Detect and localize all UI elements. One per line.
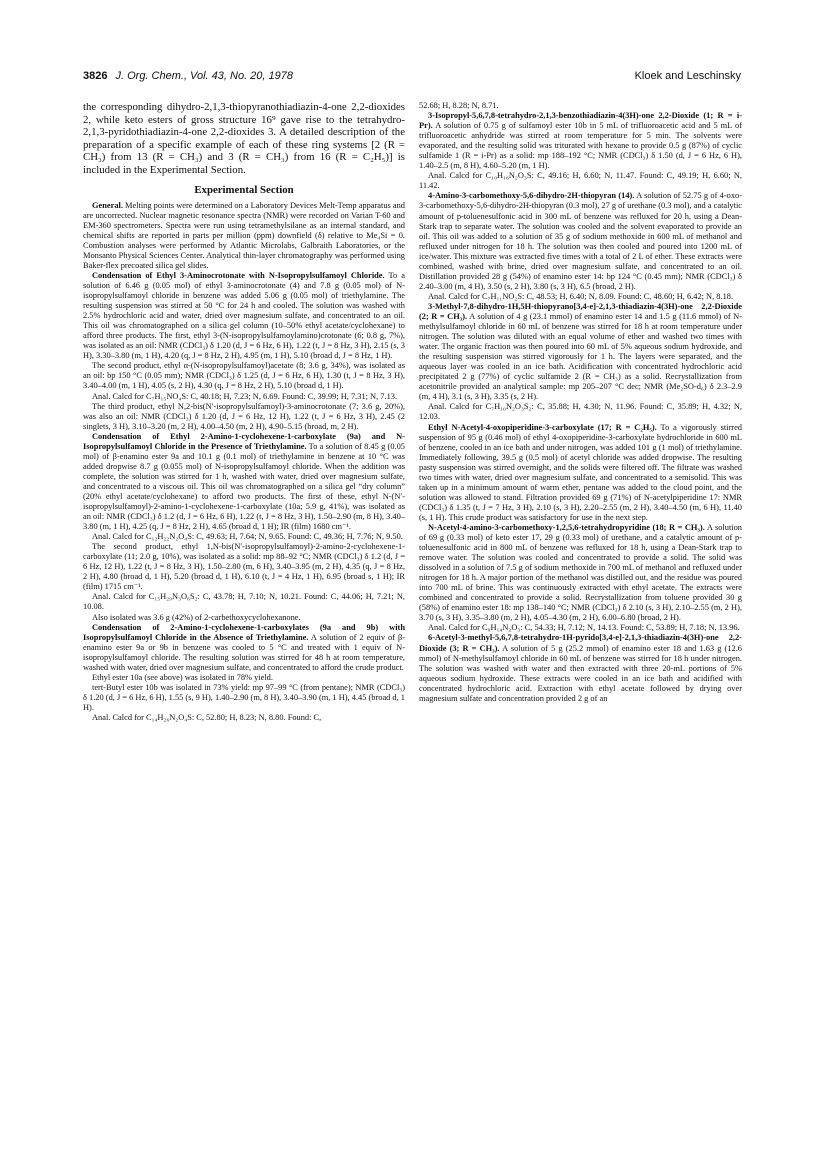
paragraph-text: To a solution of 6.46 g (0.05 mol) of ethyl 3-aminocrotonate (4) and 7.8 g (0.05 mol) of N-isopropylsulfamoyl chloride in benzene was added 5.06 g (0.05 mol) of triethylamine. The resulting suspension was stirred at 50 °C for 24 h and cooled. The solution was washed with 2.5% hydrochloric acid and water, dried over magnesium sulfate, and concentrated to an oil. This oil was chromatographed on a silica gel column (10–50% ethyl acetate/cyclohexane) to afford three products. The first, ethyl 3-(N-isopropylsulfamoylamino)crotonate (6; 0.8 g, 7%), was isolated as an oil: NMR (CDCl₃) δ 1.20 (d, J = 6 Hz, 6 H), 1.22 (t, J = 8 Hz, 3 H), 2.15 (s, 3 H), 3.30–3.80 (m, 1 H), 4.20 (q, J = 8 Hz, 2 H), 4.95 (m, 1 H), 5.10 (broad d, J = 8 Hz, 1 H). [83, 270, 405, 361]
paragraph-text: Anal. Calcd for C₇H₁₀N₂O₃S₂: C, 35.88; H, 4.30; N, 11.96. Found: C, 35.89; H, 4.32; N, 12.03. [419, 402, 742, 422]
paragraph-text: Anal. Calcd for C₁₂H₂₂N₂O₄S: C, 49.63; H, 7.64; N, 9.65. Found: C, 49.36; H, 7.76; N, 9.50. [92, 532, 403, 542]
paragraph-heading: 4-Amino-3-carbomethoxy-5,6-dihydro-2H-thiopyran (14). [428, 191, 635, 201]
paragraph [83, 361, 405, 391]
paragraph [83, 432, 405, 532]
paragraph-text: A solution of 52.75 g of 4-oxo-3-carbomethoxy-5,6-dihydro-2H-thiopyran (0.3 mol), 27 g of urethane (0.3 mol), and a catalytic amount of p-toluenesulfonic acid in 300 mL of benzene was refluxed for 20 h, using a Dean-Stark trap to separate water. The solution was cooled and the solvent evaporated to provide an oil. This oil was added to a solution of 35 g of sodium methoxide in 600 mL of methanol and refluxed under nitrogen for 18 h. The solution was then cooled and poured into 1200 mL of ice/water. This mixture was extracted five times with a total of 2 L of ether. These extracts were combined, washed with brine, dried over magnesium sulfate, and concentrated to an oil. Distillation provided 28 g (54%) of enamino ester 14: bp 124 °C (0.45 mm); NMR (CDCl₃) δ 2.40–3.00 (m, 4 H), 3.50 (s, 2 H), 3.80 (s, 3 H), 6.5 (broad, 2 H). [419, 191, 742, 291]
paragraph-text: Melting points were determined on a Laboratory Devices Melt-Temp apparatus and are uncorrected. Nuclear magnetic resonance spectra (NMR) were recorded on Varian T-60 and EM-360 spectrometers. Spectra were run using tetramethylsilane as an internal standard, and chemical shifts are reported in parts per million (ppm) downfield (δ) relative to Me₄Si = 0. Combustion analyses were performed by Atlantic Microlabs, Galbraith Laboratories, or the Monsanto Physical Sciences Center. Analytical thin-layer chromatography was performed using Baker-flex precoated silica gel slides. [83, 200, 405, 270]
paragraph-heading: Condensation of Ethyl 3-Aminocrotonate with N-Isopropylsulfamoyl Chloride. [92, 270, 385, 280]
section-title: Experimental Section [194, 183, 294, 196]
paragraph-heading: Ethyl N-Acetyl-4-oxopiperidine-3-carboxylate (17; R = C₂H₅). [428, 422, 657, 432]
paragraph [83, 542, 405, 592]
paragraph-heading: General. [92, 200, 123, 210]
paragraph [419, 111, 742, 171]
intro-paragraph: the corresponding dihydro-2,1,3-thiopyranothiadiazin-4-one 2,2-dioxides 2, while keto esters of gross structure 16⁹ gave rise to the tetrahydro-2,1,3-pyridothiadiazin-4-one 2,2-dioxides 3. A detailed description of the preparation of a specific example of each of these ring systems [2 (R = CH₃) from 13 (R = CH₃) and 3 (R = CH₃) from 16 (R = C₂H₅)] is included in the Experimental Section. [83, 101, 405, 176]
paragraph [419, 191, 742, 291]
paragraph [83, 713, 405, 723]
paragraph-text: 52.68; H, 8.28; N, 8.71. [419, 101, 499, 110]
paragraph [419, 302, 742, 402]
paragraph [419, 101, 742, 111]
paragraph [83, 402, 405, 432]
paragraph [419, 171, 742, 191]
paragraph [419, 633, 742, 703]
header-authors: Kloek and Leschinsky [634, 70, 741, 82]
paragraph-heading: N-Acetyl-4-amino-3-carbomethoxy-1,2,5,6-tetrahydropyridine (18; R = CH₃). [428, 522, 705, 532]
page-number: 3826 [83, 70, 108, 82]
header-left [83, 70, 293, 82]
paragraph-text: The second product, ethyl 1,N-bis(N′-isopropylsulfamoyl)-2-amino-2-cyclohexene-1-carboxylate (11; 2.0 g, 10%), was isolated as a solid: mp 88–92 °C; NMR (CDCl₃) δ 1.2 (d, J = 6 Hz, 12 H), 1.22 (t, J = 8 Hz, 3 H), 1.50–2.80 (m, 6 H), 3.40–3.95 (m, 2 H), 4.35 (q, J = 8 Hz, 2 H), 4.80 (broad d, 1 H), 5.20 (broad d, 1 H), 6.10 (t, J = 4 Hz, 1 H), 6.95 (broad s, 1 H); IR (film) 1715 cm⁻¹. [83, 542, 405, 592]
paragraph [419, 523, 742, 623]
paragraph-text: A solution of 0.75 g of sulfamoyl ester 10b in 5 mL of trifluoroacetic acid and 5 mL of trifluoroacetic anhydride was stirred at room temperature for 5 min. The solvents were evaporated, and the resulting solid was triturated with hexane to provide 0.5 g (87%) of cyclic sulfamide 1 (R = i-Pr) as a solid: mp 188–192 °C; NMR (CDCl₃) δ 1.50 (d, J = 6 Hz, 6 H), 1.40–2.5 (m, 8 H), 4.60–5.20 (m, 1 H). [419, 121, 742, 171]
paragraph-text: Ethyl ester 10a (see above) was isolated in 78% yield. [92, 672, 273, 682]
paragraph [83, 201, 405, 271]
paragraph-text: The third product, ethyl N,2-bis(N′-isopropylsulfamoyl)-3-aminocrotonate (7; 3.6 g, 20%), was also an oil: NMR (CDCl₃) δ 1.20 (d, J = 6 Hz, 12 H), 1.22 (t, J = 6 Hz, 3 H), 2.45 (2 singlets, 3 H), 3.10–3.20 (m, 2 H), 4.00–4.50 (m, 2 H), 4.90–5.15 (broad, m, 2 H). [83, 401, 405, 431]
paragraph-text: Anal. Calcd for C₁₀H₁₆N₂O₃S: C, 49.16; H, 6.60; N, 11.47. Found: C, 49.19; H, 6.60; N, 11.42. [419, 171, 742, 191]
paragraph-text: tert-Butyl ester 10b was isolated in 73% yield: mp 97–99 °C (from pentane); NMR (CDCl₃) δ 1.20 (d, J = 6 Hz, 6 H), 1.55 (s, 9 H), 1.40–2.90 (m, 8 H), 3.40–3.90 (m, 1 H), 4.45 (broad d, 1 H). [83, 682, 405, 712]
paragraph [83, 623, 405, 673]
right-column [419, 101, 742, 1141]
paragraph [419, 623, 742, 633]
journal-citation: J. Org. Chem., Vol. 43, No. 20, 1978 [115, 70, 293, 82]
paragraph [83, 271, 405, 361]
paragraph-heading: Condensation of Ethyl 2-Amino-1-cyclohexene-1-carboxylate (9a) and N-Isopropylsulfamoyl Chloride in the Presence of Triethylamine. [83, 431, 405, 451]
paragraph-heading: 3-Isopropyl-5,6,7,8-tetrahydro-2,1,3-benzothiadiazin-4(3H)-one 2,2-Dioxide (1; R = i-Pr). [419, 111, 742, 131]
running-header [83, 70, 741, 86]
paragraph-text: A solution of 69 g (0.33 mol) of keto ester 17, 29 g (0.33 mol) of urethane, and a catalytic amount of p-toluenesulfonic acid in 800 mL of benzene was refluxed for 18 h, using a Dean-Stark trap to remove water. The solution was cooled and concentrated to provide a solid. The solid was dissolved in a solution of 7.5 g of sodium methoxide in 700 mL of methanol and refluxed under nitrogen for 18 h. A major portion of the methanol was distilled out, and the residue was poured into 700 mL of brine. This was continuously extracted with ethyl acetate. The extracts were combined and concentrated to provide a solid. Recrystallization from toluene provided 30 g (58%) of enamino ester 18: mp 138–140 °C; NMR (CDCl₃) δ 2.10 (s, 3 H), 2.10–2.55 (m, 2 H), 3.70 (s, 3 H), 3.35–3.80 (m, 2 H), 4.05–4.30 (m, 2 H), 6.00–6.80 (broad, 2 H). [419, 522, 742, 623]
paragraph [83, 673, 405, 683]
paragraph [83, 592, 405, 612]
paragraph [419, 292, 742, 302]
paragraph [419, 402, 742, 422]
paragraph-text: Anal. Calcd for C₁₄H₂₆N₂O₄S: C, 52.80; H, 8.23; N, 8.80. Found: C, [92, 713, 322, 722]
paragraph-heading: 3-Methyl-7,8-dihydro-1H,5H-thiopyrano[3,4-e]-2,1,3-thiadiazin-4(3H)-one 2,2-Dioxide (2; R = CH₃). [419, 301, 742, 321]
paragraph-text: Anal. Calcd for C₇H₁₁NO₂S: C, 48.53; H, 6.40; N, 8.09. Found: C, 48.60; H, 6.42; N, 8.18. [428, 291, 734, 301]
paragraph [83, 532, 405, 542]
paragraph-heading: 6-Acetyl-3-methyl-5,6,7,8-tetrahydro-1H-pyrido[3,4-e]-2,1,3-thiadiazin-4(3H)-one 2,2-Dioxide (3; R = CH₃). [419, 633, 742, 653]
paragraph [419, 423, 742, 523]
paragraph-text: Also isolated was 3.6 g (42%) of 2-carbethoxycyclohexanone. [92, 612, 301, 622]
paragraph-text: The second product, ethyl α-(N-isopropylsulfamoyl)acetate (8; 3.6 g, 34%), was isolated as an oil: bp 150 °C (0.05 mm); NMR (CDCl₃) δ 1.25 (d, J = 6 Hz, 6 H), 1.30 (t, J = 8 Hz, 3 H), 3.40–4.00 (m, 1 H), 4.05 (s, 2 H), 4.30 (q, J = 8 Hz, 2 H), 5.10 (broad d, 1 H). [83, 361, 405, 391]
paragraph [83, 613, 405, 623]
right-paragraphs [419, 101, 742, 704]
paragraph [83, 392, 405, 402]
paragraph [83, 683, 405, 713]
left-column [83, 101, 405, 1141]
paragraph-text: A solution of 5 g (25.2 mmol) of enamino ester 18 and 1.63 g (12.6 mmol) of N-methylsulfamoyl chloride in 60 mL of benzene was stirred for 18 h under nitrogen. The solution was washed with water and then extracted with three 20-mL portions of 5% aqueous sodium hydroxide. These extracts were cooled in an ice bath and acidified with concentrated hydrochloric acid. Extraction with ethyl acetate followed by drying over magnesium sulfate and concentration provided 2 g of an [419, 643, 742, 703]
paragraph-text: Anal. Calcd for C₉H₁₄N₂O₃: C, 54.33; H, 7.12; N, 14.13. Found: C, 53.89; H, 7.18; N, 13.96. [428, 623, 740, 633]
paragraph-heading: Condensation of 2-Amino-1-cyclohexene-1-carboxylates (9a and 9b) with Isopropylsulfamoyl Chloride in the Absence of Triethylamine. [83, 622, 405, 642]
paragraph-text: Anal. Calcd for C₇H₁₅NO₄S: C, 40.18; H, 7.23; N, 6.69. Found: C, 39.99; H, 7.31; N, 7.13. [92, 391, 398, 401]
paragraph-text: To a vigorously stirred suspension of 95 g (0.46 mol) of ethyl 4-oxopiperidine-3-carboxylate hydrochloride in 600 mL of benzene, cooled in an ice bath and under nitrogen, was added 101 g (1 mol) of triethylamine. Immediately following, 39.5 g (0.5 mol) of acetyl chloride was added dropwise. The resulting pasty suspension was stirred overnight, and the solids were filtered off. The filtrate was washed two times with water, dried over magnesium sulfate, and concentrated to a semisolid. This was taken up in a minimum amount of warm ether, pentane was added to the cloud point, and the solution was allowed to stand. Filtration provided 69 g (71%) of N-acetylpiperidine 17: NMR (CDCl₃) δ 1.35 (t, J = 7 Hz, 3 H), 2.10 (s, 3 H), 2.20–2.55 (m, 2 H), 3.40–4.50 (m, 6 H), 11.40 (s, 1 H). This crude product was satisfactory for use in the next step. [419, 422, 742, 522]
paragraph-text: To a solution of 8.45 g (0.05 mol) of β-enamino ester 9a and 10.1 g (0.1 mol) of triethylamine in benzene at 10 °C was added dropwise 8.7 g (0.055 mol) of N-isopropylsulfamoyl chloride. When the addition was complete, the solution was stirred for 1 h, washed with water, dried over magnesium sulfate, and concentrated to a viscous oil. This oil was chromatographed on a silica gel “dry column” (20% ethyl acetate/cyclohexane) to afford two products. The first of these, ethyl N-(N′-isopropylsulfamoyl)-2-amino-1-cyclohexene-1-carboxylate (10a; 5.9 g, 41%), was isolated as an oil: NMR (CDCl₃) δ 1.2 (d, J = 6 Hz, 6 H), 1.22 (t, J = 8 Hz, 3 H), 1.50–2.90 (m, 8 H), 3.40–3.80 (m, 1 H), 4.25 (q, J = 8 Hz, 2 H), 4.65 (broad d, 1 H); IR (film) 1680 cm⁻¹. [83, 441, 405, 532]
paragraph-text: A solution of 4 g (23.1 mmol) of enamino ester 14 and 1.5 g (11.6 mmol) of N-methylsulfamoyl chloride in 60 mL of benzene was stirred for 18 h at room temperature under nitrogen. The solution was diluted with an equal volume of ether and washed two times with water. The organic fraction was then poured into 60 mL of 5% aqueous sodium hydroxide, and the resulting suspension was stirred vigorously for 1 h. The layers were separated, and the aqueous layer was cooled in an ice bath. Acidification with concentrated hydrochloric acid precipitated 2 g (77%) of cyclic sulfamide 2 (R = CH₃) as a solid. Recrystallization from acetonitrile provided an analytical sample: mp 205–207 °C dec; NMR (Me₂SO-d₆) δ 2.3–2.9 (m, 4 H), 3.1 (s, 3 H), 3.35 (s, 2 H). [419, 311, 742, 402]
left-paragraphs [83, 201, 405, 723]
paragraph-text: A solution of 2 equiv of β-enamino ester 9a or 9b in benzene was cooled to 5 °C and treated with 1 equiv of N-isopropylsulfamoyl chloride. The resulting solution was stirred for 48 h at room temperature, washed with water, dried over magnesium sulfate, and concentrated to afford the crude product. [83, 632, 405, 672]
paragraph-text: Anal. Calcd for C₁₅H₂₉N₃O₆S₂: C, 43.78; H, 7.10; N, 10.21. Found: C, 44.06; H, 7.21; N, 10.08. [83, 592, 405, 612]
